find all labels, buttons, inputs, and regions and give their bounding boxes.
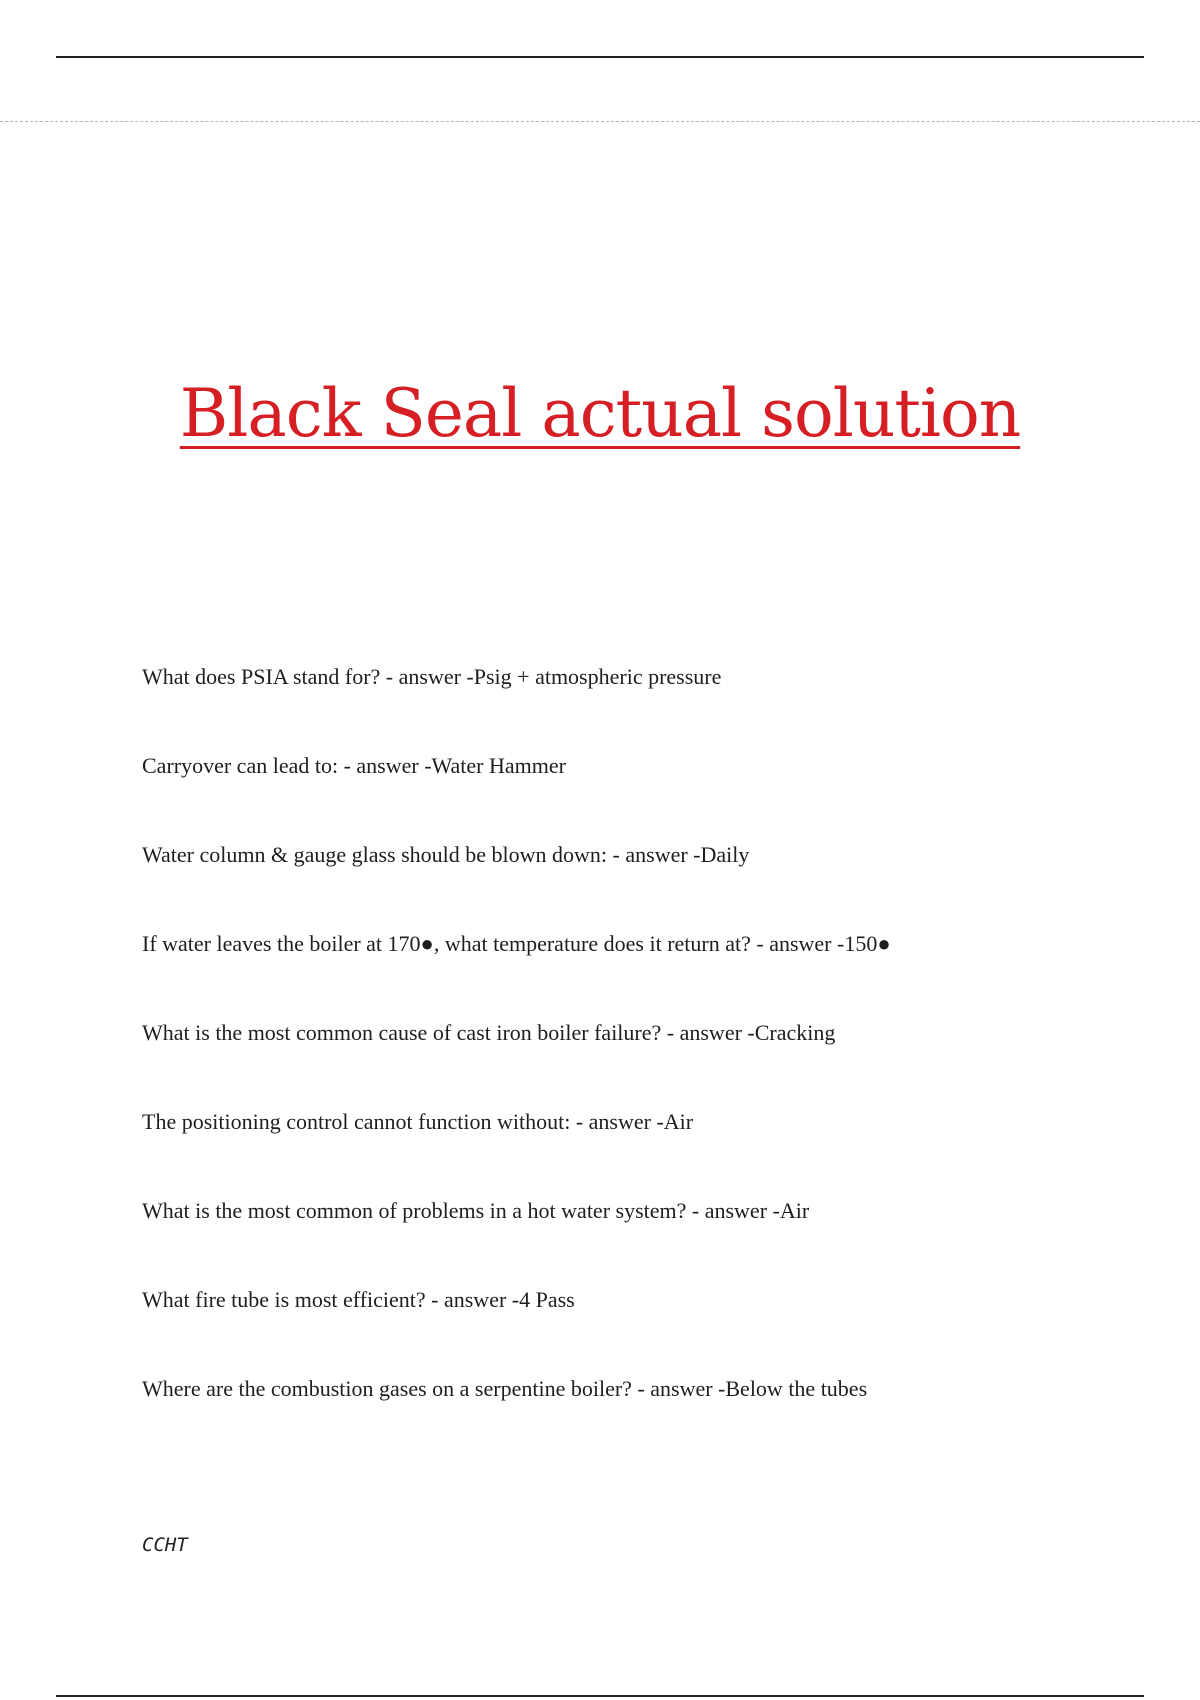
qa-item-4: If water leaves the boiler at 170●, what temperature does it return at? - answer -150● <box>142 931 891 956</box>
qa-item-6: The positioning control cannot function without: - answer -Air <box>142 1109 694 1134</box>
footer-label: CCHT <box>142 1534 188 1556</box>
qa-item-7: What is the most common of problems in a hot water system? - answer -Air <box>142 1198 810 1223</box>
qa-list <box>142 662 1142 1463</box>
qa-item-9: Where are the combustion gases on a serpentine boiler? - answer -Below the tubes <box>142 1376 868 1401</box>
page-separator-dotted <box>0 121 1200 122</box>
footer-rule <box>56 1695 1144 1697</box>
qa-item-1: What does PSIA stand for? - answer -Psig + atmospheric pressure <box>142 664 722 689</box>
document-title <box>0 375 1200 452</box>
qa-item-2: Carryover can lead to: - answer -Water Hammer <box>142 753 566 778</box>
qa-item-5: What is the most common cause of cast iron boiler failure? - answer -Cracking <box>142 1020 836 1045</box>
qa-item-8: What fire tube is most efficient? - answer -4 Pass <box>142 1287 575 1312</box>
document-title-text: Black Seal actual solution <box>179 375 1021 452</box>
header-rule <box>56 56 1144 58</box>
qa-item-3: Water column & gauge glass should be blown down: - answer -Daily <box>142 842 750 867</box>
